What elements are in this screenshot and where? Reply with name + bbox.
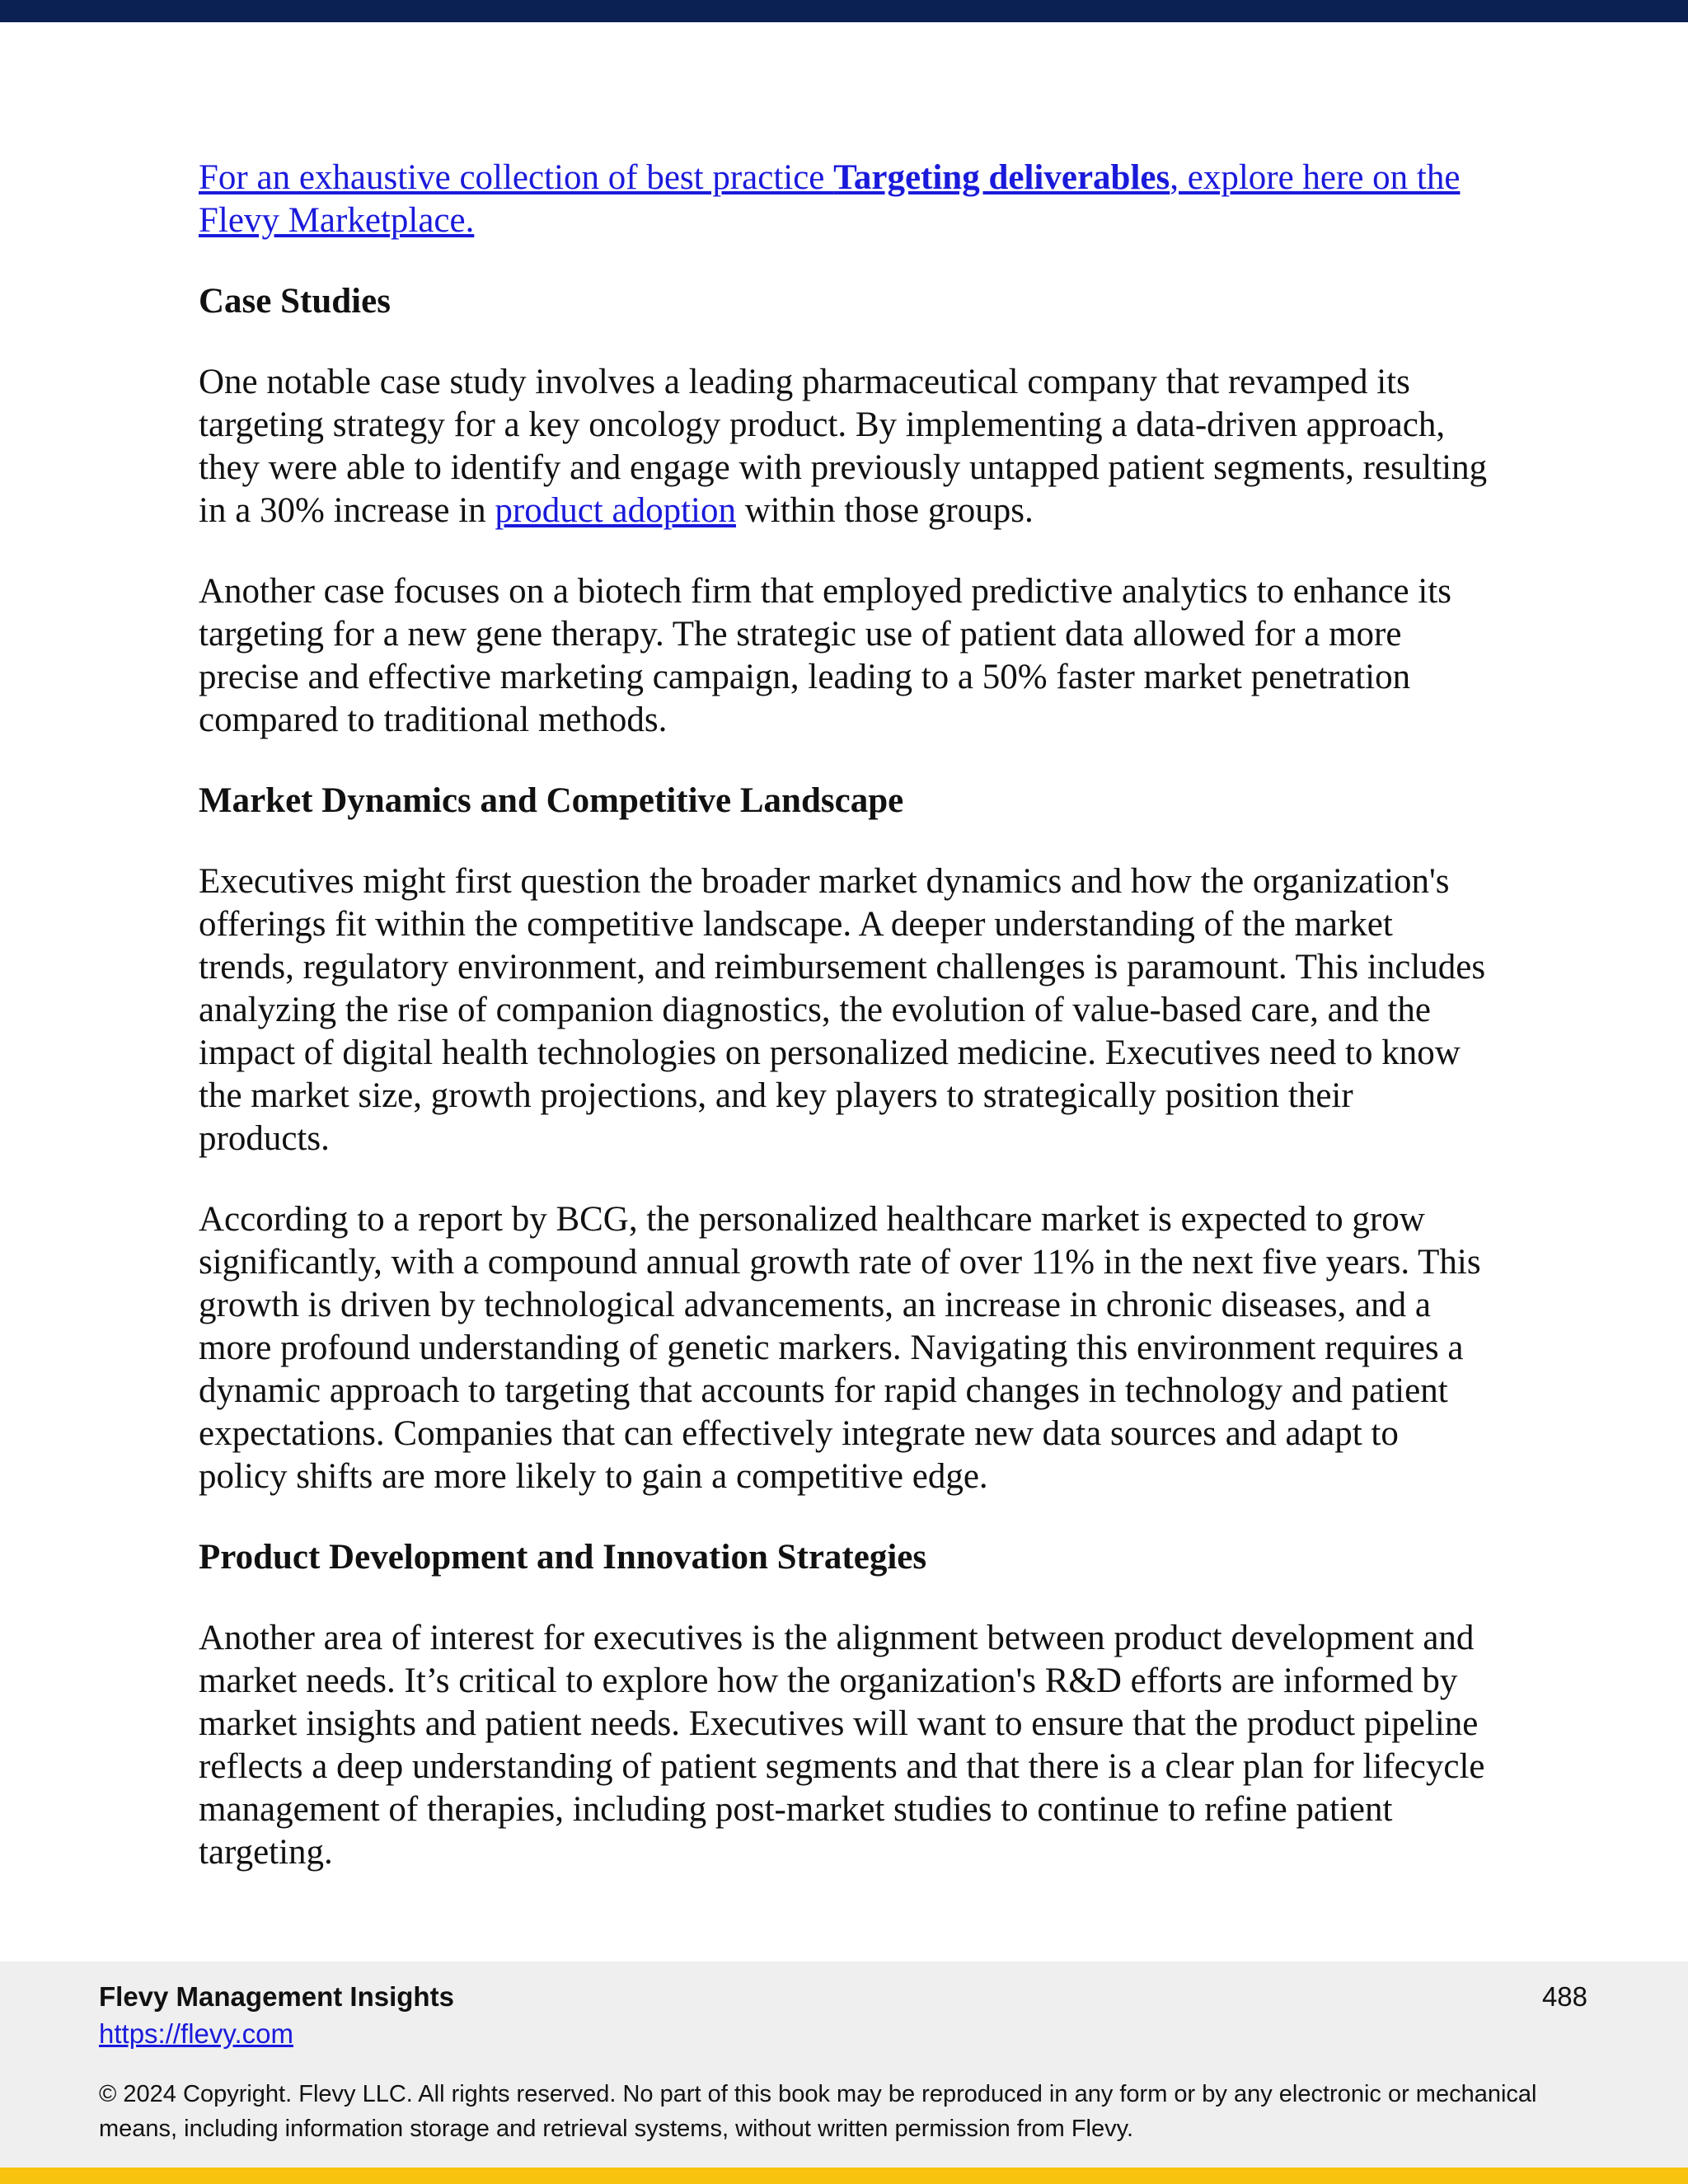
case-study-paragraph-1-before: One notable case study involves a leading pharmaceutical company that revamped its targeting strategy for a key oncology product. By implementing a data-driven approach, they were able to identify and engage with previously untapped patient segments, resulting in a 30% increase in <box>199 363 1488 530</box>
case-study-paragraph-1-after: within those groups. <box>735 491 1034 530</box>
case-study-paragraph-2: Another case focuses on a biotech firm that employed predictive analytics to enhance its targeting for a new gene therapy. The strategic use of patient data allowed for a more precise and effective marketing campaign, leading to a 50% faster market penetration compared to traditional methods. <box>199 572 1451 739</box>
bottom-color-bar <box>0 2168 1688 2184</box>
product-adoption-link[interactable]: product adoption <box>495 491 736 530</box>
footer-brand: Flevy Management Insights <box>99 1981 454 2012</box>
section-heading-market-dynamics: Market Dynamics and Competitive Landscape <box>199 781 904 820</box>
market-dynamics-paragraph-1: Executives might first question the broader market dynamics and how the organization's offerings fit within the competitive landscape. A deeper understanding of the market trends, regulatory environment, and reimbursement challenges is paramount. This includes analyzing the rise of companion diagnostics, the evolution of value-based care, and the impact of digital health technologies on personalized medicine. Executives need to know the market size, growth projections, and key players to strategically position their products. <box>199 862 1486 1158</box>
marketplace-link-prefix: For an exhaustive collection of best practice <box>199 158 834 197</box>
footer-url-link[interactable]: https://flevy.com <box>99 2018 293 2049</box>
product-development-paragraph-1: Another area of interest for executives is the alignment between product development and market needs. It’s critical to explore how the organization's R&D efforts are informed by market insights and patient needs. Executives will want to ensure that the product pipeline reflects a deep understanding of patient segments and that there is a clear plan for lifecycle management of therapies, including post-market studies to continue to refine patient targeting. <box>199 1619 1485 1872</box>
market-dynamics-paragraph-2: According to a report by BCG, the personalized healthcare market is expected to grow significantly, with a compound annual growth rate of over 11% in the next five years. This growth is driven by technological advancements, an increase in chronic diseases, and a more profound understanding of genetic markers. Navigating this environment requires a dynamic approach to targeting that accounts for rapid changes in technology and patient expectations. Companies that can effectively integrate new data sources and adapt to policy shifts are more likely to gain a competitive edge. <box>199 1200 1481 1496</box>
top-color-bar <box>0 0 1688 22</box>
page-content <box>199 157 1493 1912</box>
marketplace-link[interactable] <box>199 158 1460 240</box>
section-heading-product-development: Product Development and Innovation Strategies <box>199 1538 927 1577</box>
copyright-notice: © 2024 Copyright. Flevy LLC. All rights reserved. No part of this book may be reproduced in any form or by any electronic or mechanical means, including information storage and retrieval systems, without written permission from Flevy. <box>99 2081 1537 2142</box>
marketplace-link-suffix: , explore here on the Flevy Marketplace. <box>199 158 1461 240</box>
marketplace-intro <box>199 157 1493 242</box>
page-footer <box>0 1961 1688 2168</box>
case-study-paragraph-1 <box>199 361 1493 532</box>
page-number: 488 <box>1541 1981 1587 2012</box>
section-heading-case-studies: Case Studies <box>199 282 391 321</box>
marketplace-link-bold: Targeting deliverables <box>833 158 1170 197</box>
